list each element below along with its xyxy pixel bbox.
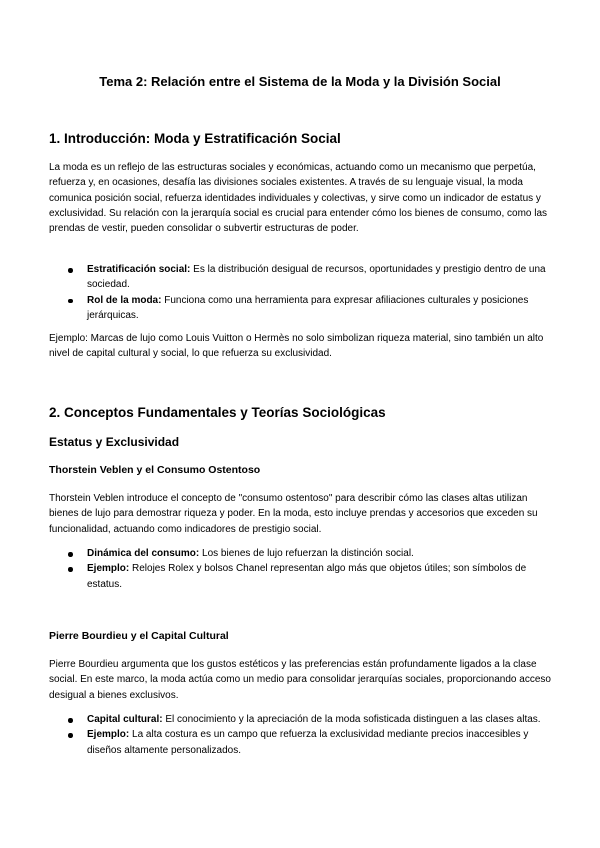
bullet-term: Estratificación social: — [87, 264, 191, 275]
bullet-term: Capital cultural: — [87, 714, 163, 725]
document-title: Tema 2: Relación entre el Sistema de la Moda y la División Social — [99, 74, 501, 89]
bullet-text: El conocimiento y la apreciación de la moda sofisticada distinguen a las clases altas. — [162, 714, 541, 725]
bullet-text: Funciona como una herramienta para expresar afiliaciones culturales y posiciones jerárquicas. — [87, 294, 529, 321]
bullet-icon — [68, 299, 73, 304]
bullet-term: Ejemplo: — [87, 563, 130, 575]
veblen-text: Thorstein Veblen introduce el concepto de "consumo ostentoso" para describir cómo las clases altas utilizan bienes de lujo para demostrar riqueza y poder. En la moda, esto incluye prendas y accesorios que exceden su funcionalidad, actuando como indicadores de prestigio social. — [49, 493, 538, 535]
bullet-icon — [68, 733, 73, 738]
section-1-heading: 1. Introducción: Moda y Estratificación Social — [49, 131, 341, 146]
list-item — [49, 561, 553, 592]
bullet-icon — [68, 718, 73, 723]
section-1-bullet-list — [49, 262, 553, 323]
bullet-icon — [68, 552, 73, 557]
bullet-text: Los bienes de lujo refuerzan la distinción social. — [199, 548, 414, 559]
bullet-term: Rol de la moda: — [87, 294, 162, 306]
section-1-intro: La moda es un reflejo de las estructuras sociales y económicas, actuando como un mecanismo que perpetúa, refuerza y, en ocasiones, desafía las divisiones sociales existentes. A través de su lenguaje visual, la moda comunica posición social, refuerza identidades individuales y colectivas, y sirve como un indicador de estatus y exclusividad. Su relación con la jerarquía social es crucial para entender cómo los bienes de consumo, como las prendas de vestir, pueden consolidar o subvertir estructuras de poder. — [49, 162, 548, 235]
list-item — [49, 712, 553, 727]
list-item — [49, 262, 553, 293]
section-1-example: Ejemplo: Marcas de lujo como Louis Vuitton o Hermès no solo simbolizan riqueza material, sino también un alto nivel de capital cultural y social, lo que refuerza su exclusividad. — [49, 333, 544, 360]
list-item — [49, 293, 553, 324]
bullet-text: Relojes Rolex y bolsos Chanel representan algo más que objetos útiles; son símbolos de estatus. — [87, 563, 527, 590]
section-2-subheading: Estatus y Exclusividad — [49, 435, 180, 449]
bullet-text: Es la distribución desigual de recursos, oportunidades y prestigio dentro de una sociedad. — [87, 264, 546, 291]
bullet-text: La alta costura es un campo que refuerza la exclusividad mediante precios inaccesibles y diseños altamente personalizados. — [87, 729, 529, 756]
section-2-heading: 2. Conceptos Fundamentales y Teorías Sociológicas — [49, 405, 386, 420]
bourdieu-bullet-list — [49, 712, 553, 758]
bourdieu-text: Pierre Bourdieu argumenta que los gustos estéticos y las preferencias están profundamente ligados a la clase social. En este marco, la moda actúa como un medio para consolidar jerarquías sociales, proporcionando acceso desigual a bienes exclusivos. — [49, 659, 551, 701]
veblen-bullet-list — [49, 546, 553, 592]
bullet-term: Dinámica del consumo: — [87, 548, 200, 559]
bourdieu-heading: Pierre Bourdieu y el Capital Cultural — [49, 630, 229, 642]
bullet-icon — [68, 567, 73, 572]
list-item — [49, 546, 553, 561]
veblen-heading: Thorstein Veblen y el Consumo Ostentoso — [49, 464, 261, 476]
list-item — [49, 727, 553, 758]
bullet-term: Ejemplo: — [87, 729, 130, 741]
bullet-icon — [68, 268, 73, 273]
